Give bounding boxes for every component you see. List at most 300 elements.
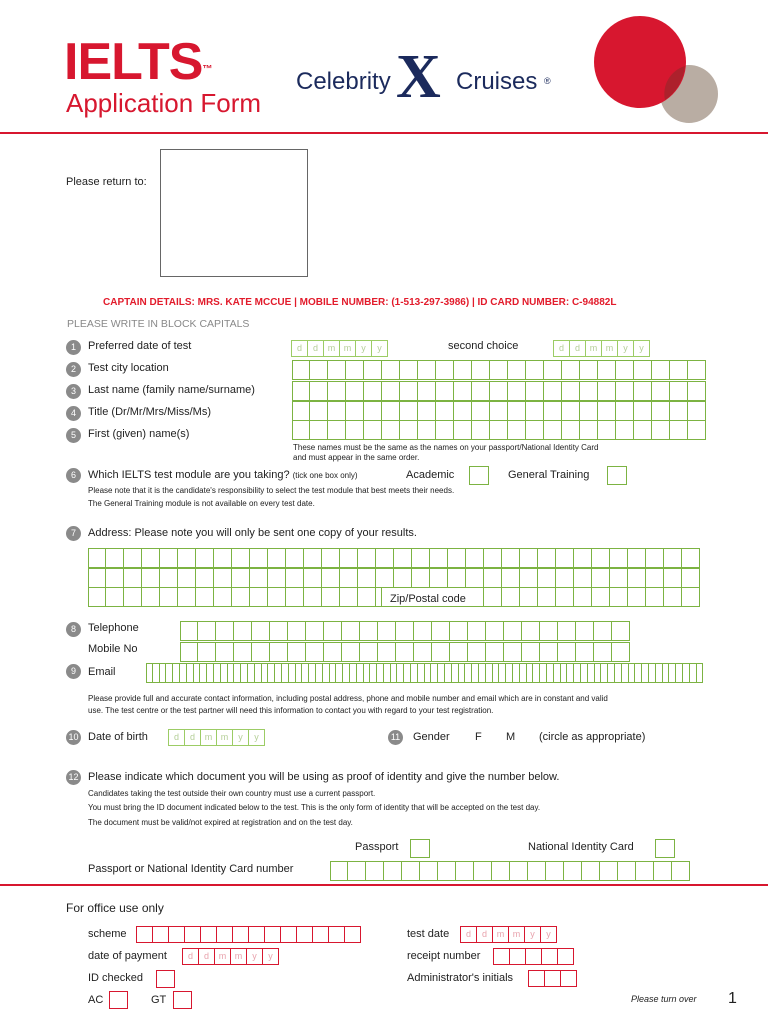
date-cell[interactable]: y [633,340,650,357]
input-cell[interactable] [506,663,513,683]
input-cell[interactable] [538,548,556,568]
input-cell[interactable] [556,548,574,568]
input-cell[interactable] [418,360,436,380]
date-cell[interactable]: y [262,948,279,965]
input-cell[interactable] [198,621,216,641]
date-cell[interactable]: d [553,340,570,357]
date-cell[interactable]: y [355,340,372,357]
date-cell[interactable]: m [200,729,217,746]
input-cell[interactable] [456,861,474,881]
input-cell[interactable] [616,401,634,421]
input-cell[interactable] [580,381,598,401]
input-cell[interactable] [601,663,608,683]
input-cell[interactable] [436,360,454,380]
input-cell[interactable] [328,381,346,401]
input-cell[interactable] [520,587,538,607]
input-cell[interactable] [558,621,576,641]
input-cell[interactable] [466,568,484,588]
input-cell[interactable] [502,568,520,588]
input-cell[interactable] [310,401,328,421]
input-cell[interactable] [628,548,646,568]
input-cell[interactable] [670,360,688,380]
input-cell[interactable] [268,548,286,568]
input-cell[interactable] [286,587,304,607]
input-cell[interactable] [533,663,540,683]
input-cell[interactable] [652,360,670,380]
input-cell[interactable] [340,568,358,588]
input-cell[interactable] [306,621,324,641]
date-cell[interactable]: d [476,926,493,943]
input-cell[interactable] [292,401,310,421]
date-cell[interactable]: m [323,340,340,357]
input-cell[interactable] [504,642,522,662]
input-cell[interactable] [652,381,670,401]
input-cell[interactable] [646,587,664,607]
date-cell[interactable]: m [508,926,525,943]
input-cell[interactable] [502,587,520,607]
input-cell[interactable] [452,663,459,683]
input-cell[interactable] [304,568,322,588]
date-cell[interactable]: d [460,926,477,943]
input-cell[interactable] [310,360,328,380]
input-cell[interactable] [541,948,558,965]
input-cell[interactable] [342,642,360,662]
input-cell[interactable] [322,568,340,588]
input-cell[interactable] [328,420,346,440]
input-cell[interactable] [508,381,526,401]
input-cell[interactable] [178,548,196,568]
input-cell[interactable] [438,663,445,683]
input-cell[interactable] [400,401,418,421]
input-cell[interactable] [450,621,468,641]
input-cell[interactable] [322,587,340,607]
input-cell[interactable] [540,642,558,662]
input-cell[interactable] [425,663,432,683]
input-cell[interactable] [304,548,322,568]
gt-box[interactable] [173,991,192,1009]
input-cell[interactable] [270,621,288,641]
date-cell[interactable]: y [540,926,557,943]
input-cell[interactable] [580,401,598,421]
input-cell[interactable] [448,548,466,568]
input-cell[interactable] [400,381,418,401]
input-cell[interactable] [234,621,252,641]
input-cell[interactable] [554,663,561,683]
input-cell[interactable] [564,861,582,881]
receipt-number-field[interactable] [494,948,574,965]
input-cell[interactable] [340,587,358,607]
input-cell[interactable] [232,926,249,943]
input-cell[interactable] [454,381,472,401]
input-cell[interactable] [472,663,479,683]
input-cell[interactable] [360,621,378,641]
input-cell[interactable] [400,360,418,380]
input-cell[interactable] [173,663,180,683]
input-cell[interactable] [561,663,568,683]
input-cell[interactable] [448,568,466,588]
input-cell[interactable] [581,663,588,683]
input-cell[interactable] [160,663,167,683]
input-cell[interactable] [490,381,508,401]
input-cell[interactable] [312,926,329,943]
input-cell[interactable] [683,663,690,683]
date-cell[interactable]: m [492,926,509,943]
input-cell[interactable] [562,381,580,401]
input-cell[interactable] [310,420,328,440]
input-cell[interactable] [366,861,384,881]
input-cell[interactable] [268,587,286,607]
input-cell[interactable] [547,663,554,683]
input-cell[interactable] [302,663,309,683]
input-cell[interactable] [384,663,391,683]
input-cell[interactable] [198,642,216,662]
input-cell[interactable] [106,568,124,588]
input-cell[interactable] [525,948,542,965]
input-cell[interactable] [490,401,508,421]
input-cell[interactable] [194,663,201,683]
input-cell[interactable] [544,401,562,421]
title-input[interactable] [292,401,706,421]
input-cell[interactable] [472,360,490,380]
input-cell[interactable] [672,861,690,881]
input-cell[interactable] [250,548,268,568]
input-cell[interactable] [615,663,622,683]
input-cell[interactable] [562,360,580,380]
input-cell[interactable] [153,663,160,683]
input-cell[interactable] [454,401,472,421]
date-cell[interactable]: y [248,729,265,746]
input-cell[interactable] [646,568,664,588]
input-cell[interactable] [323,663,330,683]
input-cell[interactable] [608,663,615,683]
input-cell[interactable] [430,548,448,568]
test-city-input[interactable] [292,360,706,380]
input-cell[interactable] [574,663,581,683]
input-cell[interactable] [472,381,490,401]
input-cell[interactable] [670,401,688,421]
input-cell[interactable] [250,568,268,588]
date-of-payment-field[interactable] [183,948,279,965]
id-number-input[interactable] [330,861,690,881]
date-cell[interactable]: d [291,340,308,357]
input-cell[interactable] [594,642,612,662]
input-cell[interactable] [282,663,289,683]
input-cell[interactable] [296,926,313,943]
input-cell[interactable] [556,587,574,607]
input-cell[interactable] [382,420,400,440]
input-cell[interactable] [636,861,654,881]
input-cell[interactable] [378,642,396,662]
admin-initials-field[interactable] [529,970,577,987]
input-cell[interactable] [384,861,402,881]
input-cell[interactable] [348,861,366,881]
input-cell[interactable] [616,420,634,440]
input-cell[interactable] [445,663,452,683]
input-cell[interactable] [600,861,618,881]
input-cell[interactable] [567,663,574,683]
input-cell[interactable] [358,587,376,607]
input-cell[interactable] [492,861,510,881]
input-cell[interactable] [454,360,472,380]
input-cell[interactable] [588,663,595,683]
test-date-field[interactable] [461,926,557,943]
input-cell[interactable] [412,548,430,568]
input-cell[interactable] [479,663,486,683]
input-cell[interactable] [612,642,630,662]
input-cell[interactable] [598,420,616,440]
input-cell[interactable] [376,548,394,568]
input-cell[interactable] [526,360,544,380]
date-cell[interactable]: y [232,729,249,746]
date-cell[interactable]: d [307,340,324,357]
input-cell[interactable] [431,663,438,683]
input-cell[interactable] [180,642,198,662]
input-cell[interactable] [690,663,697,683]
input-cell[interactable] [526,381,544,401]
input-cell[interactable] [216,621,234,641]
input-cell[interactable] [346,381,364,401]
input-cell[interactable] [430,568,448,588]
input-cell[interactable] [252,642,270,662]
input-cell[interactable] [248,926,265,943]
input-cell[interactable] [486,621,504,641]
input-cell[interactable] [142,548,160,568]
input-cell[interactable] [527,663,534,683]
input-cell[interactable] [232,568,250,588]
input-cell[interactable] [402,861,420,881]
input-cell[interactable] [234,642,252,662]
input-cell[interactable] [634,381,652,401]
input-cell[interactable] [493,663,500,683]
input-cell[interactable] [255,663,262,683]
input-cell[interactable] [520,568,538,588]
input-cell[interactable] [88,548,106,568]
input-cell[interactable] [178,568,196,588]
input-cell[interactable] [649,663,656,683]
first-name-input[interactable] [292,420,706,440]
input-cell[interactable] [160,548,178,568]
input-cell[interactable] [616,381,634,401]
telephone-input[interactable] [180,621,630,641]
input-cell[interactable] [292,381,310,401]
dob-field[interactable] [169,729,265,746]
date-cell[interactable]: m [216,729,233,746]
input-cell[interactable] [499,663,506,683]
input-cell[interactable] [160,568,178,588]
input-cell[interactable] [557,948,574,965]
input-cell[interactable] [484,568,502,588]
input-cell[interactable] [556,568,574,588]
input-cell[interactable] [510,861,528,881]
input-cell[interactable] [466,548,484,568]
input-cell[interactable] [316,663,323,683]
input-cell[interactable] [646,548,664,568]
input-cell[interactable] [592,568,610,588]
input-cell[interactable] [414,642,432,662]
input-cell[interactable] [656,663,663,683]
input-cell[interactable] [142,568,160,588]
input-cell[interactable] [450,642,468,662]
input-cell[interactable] [520,548,538,568]
input-cell[interactable] [124,548,142,568]
input-cell[interactable] [178,587,196,607]
input-cell[interactable] [468,642,486,662]
input-cell[interactable] [418,420,436,440]
date-cell[interactable]: y [371,340,388,357]
address-line-1[interactable] [88,548,700,568]
input-cell[interactable] [688,401,706,421]
input-cell[interactable] [286,548,304,568]
input-cell[interactable] [598,360,616,380]
input-cell[interactable] [412,568,430,588]
gender-f-option[interactable]: F [475,731,482,743]
input-cell[interactable] [676,663,683,683]
input-cell[interactable] [574,548,592,568]
input-cell[interactable] [418,663,425,683]
input-cell[interactable] [394,548,412,568]
email-input[interactable] [146,663,703,683]
ac-box[interactable] [109,991,128,1009]
input-cell[interactable] [292,360,310,380]
input-cell[interactable] [664,548,682,568]
input-cell[interactable] [540,621,558,641]
input-cell[interactable] [652,401,670,421]
input-cell[interactable] [574,587,592,607]
input-cell[interactable] [508,360,526,380]
input-cell[interactable] [682,587,700,607]
input-cell[interactable] [580,360,598,380]
input-cell[interactable] [454,420,472,440]
input-cell[interactable] [513,663,520,683]
input-cell[interactable] [275,663,282,683]
input-cell[interactable] [289,663,296,683]
input-cell[interactable] [106,548,124,568]
mobile-input[interactable] [180,642,630,662]
input-cell[interactable] [364,420,382,440]
input-cell[interactable] [558,642,576,662]
input-cell[interactable] [232,587,250,607]
input-cell[interactable] [598,381,616,401]
input-cell[interactable] [538,568,556,588]
input-cell[interactable] [634,401,652,421]
input-cell[interactable] [268,568,286,588]
date-cell[interactable]: d [168,729,185,746]
input-cell[interactable] [216,642,234,662]
input-cell[interactable] [468,621,486,641]
input-cell[interactable] [360,642,378,662]
input-cell[interactable] [411,663,418,683]
input-cell[interactable] [221,663,228,683]
input-cell[interactable] [472,420,490,440]
input-cell[interactable] [490,360,508,380]
input-cell[interactable] [346,401,364,421]
passport-checkbox[interactable] [410,839,430,858]
input-cell[interactable] [465,663,472,683]
input-cell[interactable] [292,420,310,440]
input-cell[interactable] [382,381,400,401]
input-cell[interactable] [592,587,610,607]
input-cell[interactable] [472,401,490,421]
input-cell[interactable] [288,621,306,641]
input-cell[interactable] [592,548,610,568]
input-cell[interactable] [288,642,306,662]
input-cell[interactable] [576,621,594,641]
date-cell[interactable]: y [617,340,634,357]
input-cell[interactable] [168,926,185,943]
input-cell[interactable] [582,861,600,881]
input-cell[interactable] [544,381,562,401]
input-cell[interactable] [610,548,628,568]
input-cell[interactable] [682,568,700,588]
input-cell[interactable] [310,381,328,401]
input-cell[interactable] [688,381,706,401]
input-cell[interactable] [358,568,376,588]
input-cell[interactable] [376,568,394,588]
input-cell[interactable] [160,587,178,607]
input-cell[interactable] [146,663,153,683]
input-cell[interactable] [642,663,649,683]
input-cell[interactable] [396,621,414,641]
input-cell[interactable] [124,568,142,588]
input-cell[interactable] [432,642,450,662]
input-cell[interactable] [688,420,706,440]
input-cell[interactable] [309,663,316,683]
input-cell[interactable] [522,642,540,662]
input-cell[interactable] [574,568,592,588]
input-cell[interactable] [663,663,670,683]
input-cell[interactable] [357,663,364,683]
input-cell[interactable] [342,621,360,641]
input-cell[interactable] [328,926,345,943]
input-cell[interactable] [336,663,343,683]
input-cell[interactable] [214,548,232,568]
input-cell[interactable] [544,420,562,440]
input-cell[interactable] [664,587,682,607]
input-cell[interactable] [544,970,561,987]
input-cell[interactable] [528,861,546,881]
input-cell[interactable] [364,381,382,401]
input-cell[interactable] [697,663,704,683]
input-cell[interactable] [324,621,342,641]
input-cell[interactable] [196,587,214,607]
input-cell[interactable] [106,587,124,607]
general-training-checkbox[interactable] [607,466,627,485]
input-cell[interactable] [136,926,153,943]
input-cell[interactable] [214,663,221,683]
input-cell[interactable] [328,401,346,421]
input-cell[interactable] [420,861,438,881]
input-cell[interactable] [187,663,194,683]
input-cell[interactable] [280,926,297,943]
preferred-date-field[interactable] [292,340,388,357]
input-cell[interactable] [180,663,187,683]
input-cell[interactable] [152,926,169,943]
input-cell[interactable] [634,420,652,440]
input-cell[interactable] [394,568,412,588]
input-cell[interactable] [391,663,398,683]
input-cell[interactable] [378,621,396,641]
input-cell[interactable] [436,420,454,440]
date-cell[interactable]: d [198,948,215,965]
input-cell[interactable] [364,663,371,683]
date-cell[interactable]: m [230,948,247,965]
input-cell[interactable] [344,926,361,943]
input-cell[interactable] [264,926,281,943]
input-cell[interactable] [184,926,201,943]
input-cell[interactable] [214,587,232,607]
input-cell[interactable] [414,621,432,641]
input-cell[interactable] [618,861,636,881]
